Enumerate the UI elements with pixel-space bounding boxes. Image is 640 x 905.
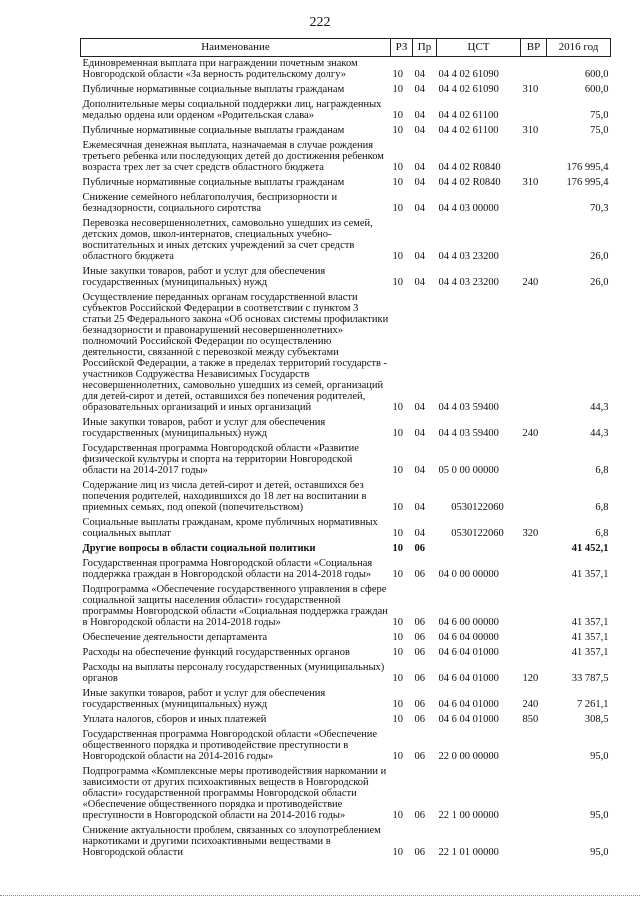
row-pr: 04 <box>414 428 425 439</box>
row-rz: 10 <box>392 465 403 476</box>
row-vr: 240 <box>522 277 539 288</box>
row-cst: 22 1 00 00000 <box>438 810 499 821</box>
row-amount: 41 357,1 <box>571 647 609 658</box>
row-cst: 04 4 03 23200 <box>438 251 499 262</box>
header-vr: ВР <box>521 39 547 57</box>
row-vr: 120 <box>522 673 539 684</box>
table-row <box>81 176 611 191</box>
row-cst: 04 6 04 01000 <box>438 714 499 725</box>
row-rz: 10 <box>392 69 403 80</box>
row-cst: 04 4 02 R0840 <box>438 177 501 188</box>
row-pr: 06 <box>414 714 425 725</box>
row-vr <box>521 728 547 765</box>
row-pr: 04 <box>414 110 425 121</box>
row-rz: 10 <box>392 402 403 413</box>
row-vr: 320 <box>522 528 539 539</box>
row-name: Содержание лиц из числа детей-сирот и детей, оставшихся без попечения родителей, находившихся до 18 лет на воспитании в приемных семьях, под опекой (попечительством) <box>82 480 367 513</box>
row-vr <box>521 542 547 557</box>
table-row <box>81 191 611 217</box>
row-name: Ежемесячная денежная выплата, назначаемая в случае рождения третьего ребенка или последующих детей до достижения ребенком возраста трех лет за счет средств областного бюджета <box>82 140 384 173</box>
row-vr <box>521 57 547 84</box>
row-vr <box>521 824 547 861</box>
row-amount: 70,3 <box>590 203 609 214</box>
row-rz: 10 <box>392 543 403 554</box>
row-rz: 10 <box>392 751 403 762</box>
row-pr: 06 <box>414 632 425 643</box>
row-pr: 06 <box>414 810 425 821</box>
row-pr: 06 <box>414 673 425 684</box>
row-cst: 04 4 03 00000 <box>438 203 499 214</box>
row-amount: 308,5 <box>584 714 609 725</box>
row-name: Государственная программа Новгородской области «Обеспечение общественного порядка и противодействие преступности в Новгородской области на 2014-2016 годы» <box>82 729 378 762</box>
row-cst: 22 0 00 00000 <box>438 751 499 762</box>
row-amount: 600,0 <box>584 84 609 95</box>
table-row <box>81 661 611 687</box>
row-vr <box>521 557 547 583</box>
row-name: Осуществление переданных органам государственной власти субъектов Российской Федерации в соответствии с пунктом 3 статьи 25 Федерального закона «Об основах системы профилактики безнадзорности и правонарушений несовершеннолетних» полномочий Российской Федерации по осуществлению деятельности, связанной с перевозкой между субъектами Российской Федерации, а также в пределах территорий государств - участников Содружества Независимых Государств несовершеннолетних, самовольно ушедших из семей, организаций для детей-сирот и детей, оставшихся без попечения родителей, образовательных организаций и иных организаций <box>82 292 389 413</box>
row-rz: 10 <box>392 617 403 628</box>
row-vr <box>521 291 547 416</box>
budget-table <box>80 38 611 861</box>
row-name: Иные закупки товаров, работ и услуг для обеспечения государственных (муниципальных) нужд <box>82 417 326 439</box>
row-amount: 75,0 <box>590 125 609 136</box>
row-name: Социальные выплаты гражданам, кроме публичных нормативных социальных выплат <box>82 517 378 539</box>
row-cst: 04 6 04 01000 <box>438 699 499 710</box>
row-cst: 04 0 00 00000 <box>438 569 499 580</box>
row-amount: 6,8 <box>595 465 609 476</box>
table-row <box>81 713 611 728</box>
row-cst: 04 6 04 01000 <box>438 647 499 658</box>
row-pr: 06 <box>414 543 425 554</box>
row-cst <box>437 542 521 557</box>
row-amount: 176 995,4 <box>566 177 609 188</box>
row-name: Обеспечение деятельности департамента <box>82 632 268 643</box>
table-row <box>81 217 611 265</box>
row-rz: 10 <box>392 847 403 858</box>
row-pr: 04 <box>414 502 425 513</box>
row-rz: 10 <box>392 673 403 684</box>
header-year: 2016 год <box>547 39 611 57</box>
row-name: Подпрограмма «Комплексные меры противодействия наркомании и зависимости от других психоактивных веществ в Новгородской области» государственной программы Новгородской области «Обеспечение общественного порядка и противодействие преступности в Новгородской области на 2014-2016 годы» <box>82 766 387 821</box>
row-name: Уплата налогов, сборов и иных платежей <box>82 714 267 725</box>
row-rz: 10 <box>392 277 403 288</box>
row-amount: 75,0 <box>590 110 609 121</box>
row-pr: 04 <box>414 125 425 136</box>
row-amount: 6,8 <box>595 502 609 513</box>
table-header-row <box>81 39 611 57</box>
row-cst: 04 6 00 00000 <box>438 617 499 628</box>
row-cst: 04 4 03 59400 <box>438 402 499 413</box>
table-row <box>81 479 611 516</box>
header-cst: ЦСТ <box>437 39 521 57</box>
row-vr <box>521 646 547 661</box>
row-pr: 06 <box>414 617 425 628</box>
row-name: Публичные нормативные социальные выплаты гражданам <box>82 177 345 188</box>
row-vr <box>521 442 547 479</box>
row-name: Подпрограмма «Обеспечение государственного управления в сфере социальной защиты населения области» государственной программы Новгородской области «Социальная поддержка граждан в Новгородской области на 2014-2018 годы» <box>82 584 388 628</box>
row-amount: 41 357,1 <box>571 632 609 643</box>
row-pr: 06 <box>414 699 425 710</box>
row-name: Публичные нормативные социальные выплаты гражданам <box>82 125 345 136</box>
row-cst: 0530122060 <box>451 502 504 513</box>
row-pr: 06 <box>414 751 425 762</box>
row-cst: 04 4 03 59400 <box>438 428 499 439</box>
row-pr: 04 <box>414 277 425 288</box>
row-cst: 04 4 02 61090 <box>438 84 499 95</box>
row-rz: 10 <box>392 125 403 136</box>
row-rz: 10 <box>392 203 403 214</box>
row-name: Другие вопросы в области социальной политики <box>82 543 316 554</box>
row-pr: 04 <box>414 84 425 95</box>
row-pr: 04 <box>414 528 425 539</box>
row-amount: 600,0 <box>584 69 609 80</box>
header-pr: Пр <box>413 39 437 57</box>
row-name: Публичные нормативные социальные выплаты гражданам <box>82 84 345 95</box>
table-row <box>81 291 611 416</box>
row-pr: 04 <box>414 203 425 214</box>
row-rz: 10 <box>392 84 403 95</box>
row-vr: 310 <box>522 125 539 136</box>
row-amount: 7 261,1 <box>577 699 609 710</box>
row-pr: 04 <box>414 69 425 80</box>
table-row <box>81 687 611 713</box>
row-name: Иные закупки товаров, работ и услуг для обеспечения государственных (муниципальных) нужд <box>82 266 326 288</box>
row-amount: 41 357,1 <box>571 569 609 580</box>
table-row <box>81 83 611 98</box>
row-vr <box>521 191 547 217</box>
table-row <box>81 765 611 824</box>
row-name: Расходы на выплаты персоналу государственных (муниципальных) органов <box>82 662 385 684</box>
row-vr <box>521 479 547 516</box>
table-row <box>81 631 611 646</box>
header-name: Наименование <box>81 39 391 57</box>
row-rz: 10 <box>392 177 403 188</box>
row-vr: 850 <box>522 714 539 725</box>
row-cst: 04 4 03 23200 <box>438 277 499 288</box>
row-name: Единовременная выплата при награждении почетным знаком Новгородской области «За верность родительскому долгу» <box>82 58 358 80</box>
row-vr <box>521 583 547 631</box>
row-cst: 04 4 02 61100 <box>438 125 499 136</box>
row-rz: 10 <box>392 502 403 513</box>
row-rz: 10 <box>392 569 403 580</box>
row-name: Перевозка несовершеннолетних, самовольно ушедших из семей, детских домов, школ-интернатов, специальных учебно-воспитательных и иных детских учреждений за счет средств областного бюджета <box>82 218 373 262</box>
row-vr: 310 <box>522 177 539 188</box>
row-amount: 33 787,5 <box>571 673 609 684</box>
row-cst: 22 1 01 00000 <box>438 847 499 858</box>
row-name: Снижение семейного неблагополучия, беспризорности и безнадзорности, социального сиротства <box>82 192 338 214</box>
row-amount: 176 995,4 <box>566 162 609 173</box>
row-rz: 10 <box>392 714 403 725</box>
table-row <box>81 728 611 765</box>
row-rz: 10 <box>392 528 403 539</box>
row-rz: 10 <box>392 162 403 173</box>
table-row <box>81 265 611 291</box>
row-amount: 6,8 <box>595 528 609 539</box>
table-row <box>81 646 611 661</box>
row-amount: 26,0 <box>590 251 609 262</box>
table-row <box>81 57 611 84</box>
row-vr <box>521 217 547 265</box>
row-amount: 95,0 <box>590 847 609 858</box>
row-pr: 04 <box>414 162 425 173</box>
row-name: Дополнительные меры социальной поддержки лиц, награжденных медалью ордена или орденом «Родительская слава» <box>82 99 382 121</box>
row-name: Иные закупки товаров, работ и услуг для обеспечения государственных (муниципальных) нужд <box>82 688 326 710</box>
row-rz: 10 <box>392 810 403 821</box>
row-rz: 10 <box>392 251 403 262</box>
row-cst: 04 6 04 00000 <box>438 632 499 643</box>
row-name: Государственная программа Новгородской области «Социальная поддержка граждан в Новгородской области на 2014-2018 годы» <box>82 558 373 580</box>
row-pr: 06 <box>414 647 425 658</box>
table-row <box>81 139 611 176</box>
row-pr: 06 <box>414 847 425 858</box>
row-amount: 44,3 <box>590 428 609 439</box>
row-amount: 41 357,1 <box>571 617 609 628</box>
row-amount: 44,3 <box>590 402 609 413</box>
row-amount: 95,0 <box>590 751 609 762</box>
table-body <box>81 57 611 862</box>
row-amount: 26,0 <box>590 277 609 288</box>
table-row <box>81 824 611 861</box>
table-row <box>81 516 611 542</box>
row-amount: 41 452,1 <box>571 543 609 554</box>
row-rz: 10 <box>392 699 403 710</box>
row-rz: 10 <box>392 428 403 439</box>
row-pr: 04 <box>414 251 425 262</box>
table-row <box>81 442 611 479</box>
table-row <box>81 124 611 139</box>
row-amount: 95,0 <box>590 810 609 821</box>
row-vr <box>521 98 547 124</box>
row-cst: 05 0 00 00000 <box>438 465 499 476</box>
row-vr <box>521 765 547 824</box>
page-number: 222 <box>309 15 331 30</box>
row-vr: 240 <box>522 699 539 710</box>
table-row <box>81 557 611 583</box>
header-rz: РЗ <box>391 39 413 57</box>
row-name: Государственная программа Новгородской области «Развитие физической культуры и спорта на территории Новгородской области на 2014-2017 годы» <box>82 443 359 476</box>
page-bottom-divider <box>0 895 640 896</box>
row-rz: 10 <box>392 647 403 658</box>
row-rz: 10 <box>392 632 403 643</box>
row-cst: 04 4 02 61100 <box>438 110 499 121</box>
row-name: Расходы на обеспечение функций государственных органов <box>82 647 350 658</box>
row-vr <box>521 139 547 176</box>
row-cst: 0530122060 <box>451 528 504 539</box>
row-vr: 310 <box>522 84 539 95</box>
row-vr: 240 <box>522 428 539 439</box>
table-row <box>81 416 611 442</box>
row-pr: 04 <box>414 465 425 476</box>
row-rz: 10 <box>392 110 403 121</box>
row-cst: 04 4 02 61090 <box>438 69 499 80</box>
row-name: Снижение актуальности проблем, связанных со злоупотреблением наркотиками и другими психоактивными веществами в Новгородской области <box>82 825 381 858</box>
row-cst: 04 6 04 01000 <box>438 673 499 684</box>
table-row <box>81 98 611 124</box>
row-vr <box>521 631 547 646</box>
row-pr: 06 <box>414 569 425 580</box>
row-pr: 04 <box>414 402 425 413</box>
row-cst: 04 4 02 R0840 <box>438 162 501 173</box>
table-row <box>81 583 611 631</box>
row-pr: 04 <box>414 177 425 188</box>
table-row <box>81 542 611 557</box>
